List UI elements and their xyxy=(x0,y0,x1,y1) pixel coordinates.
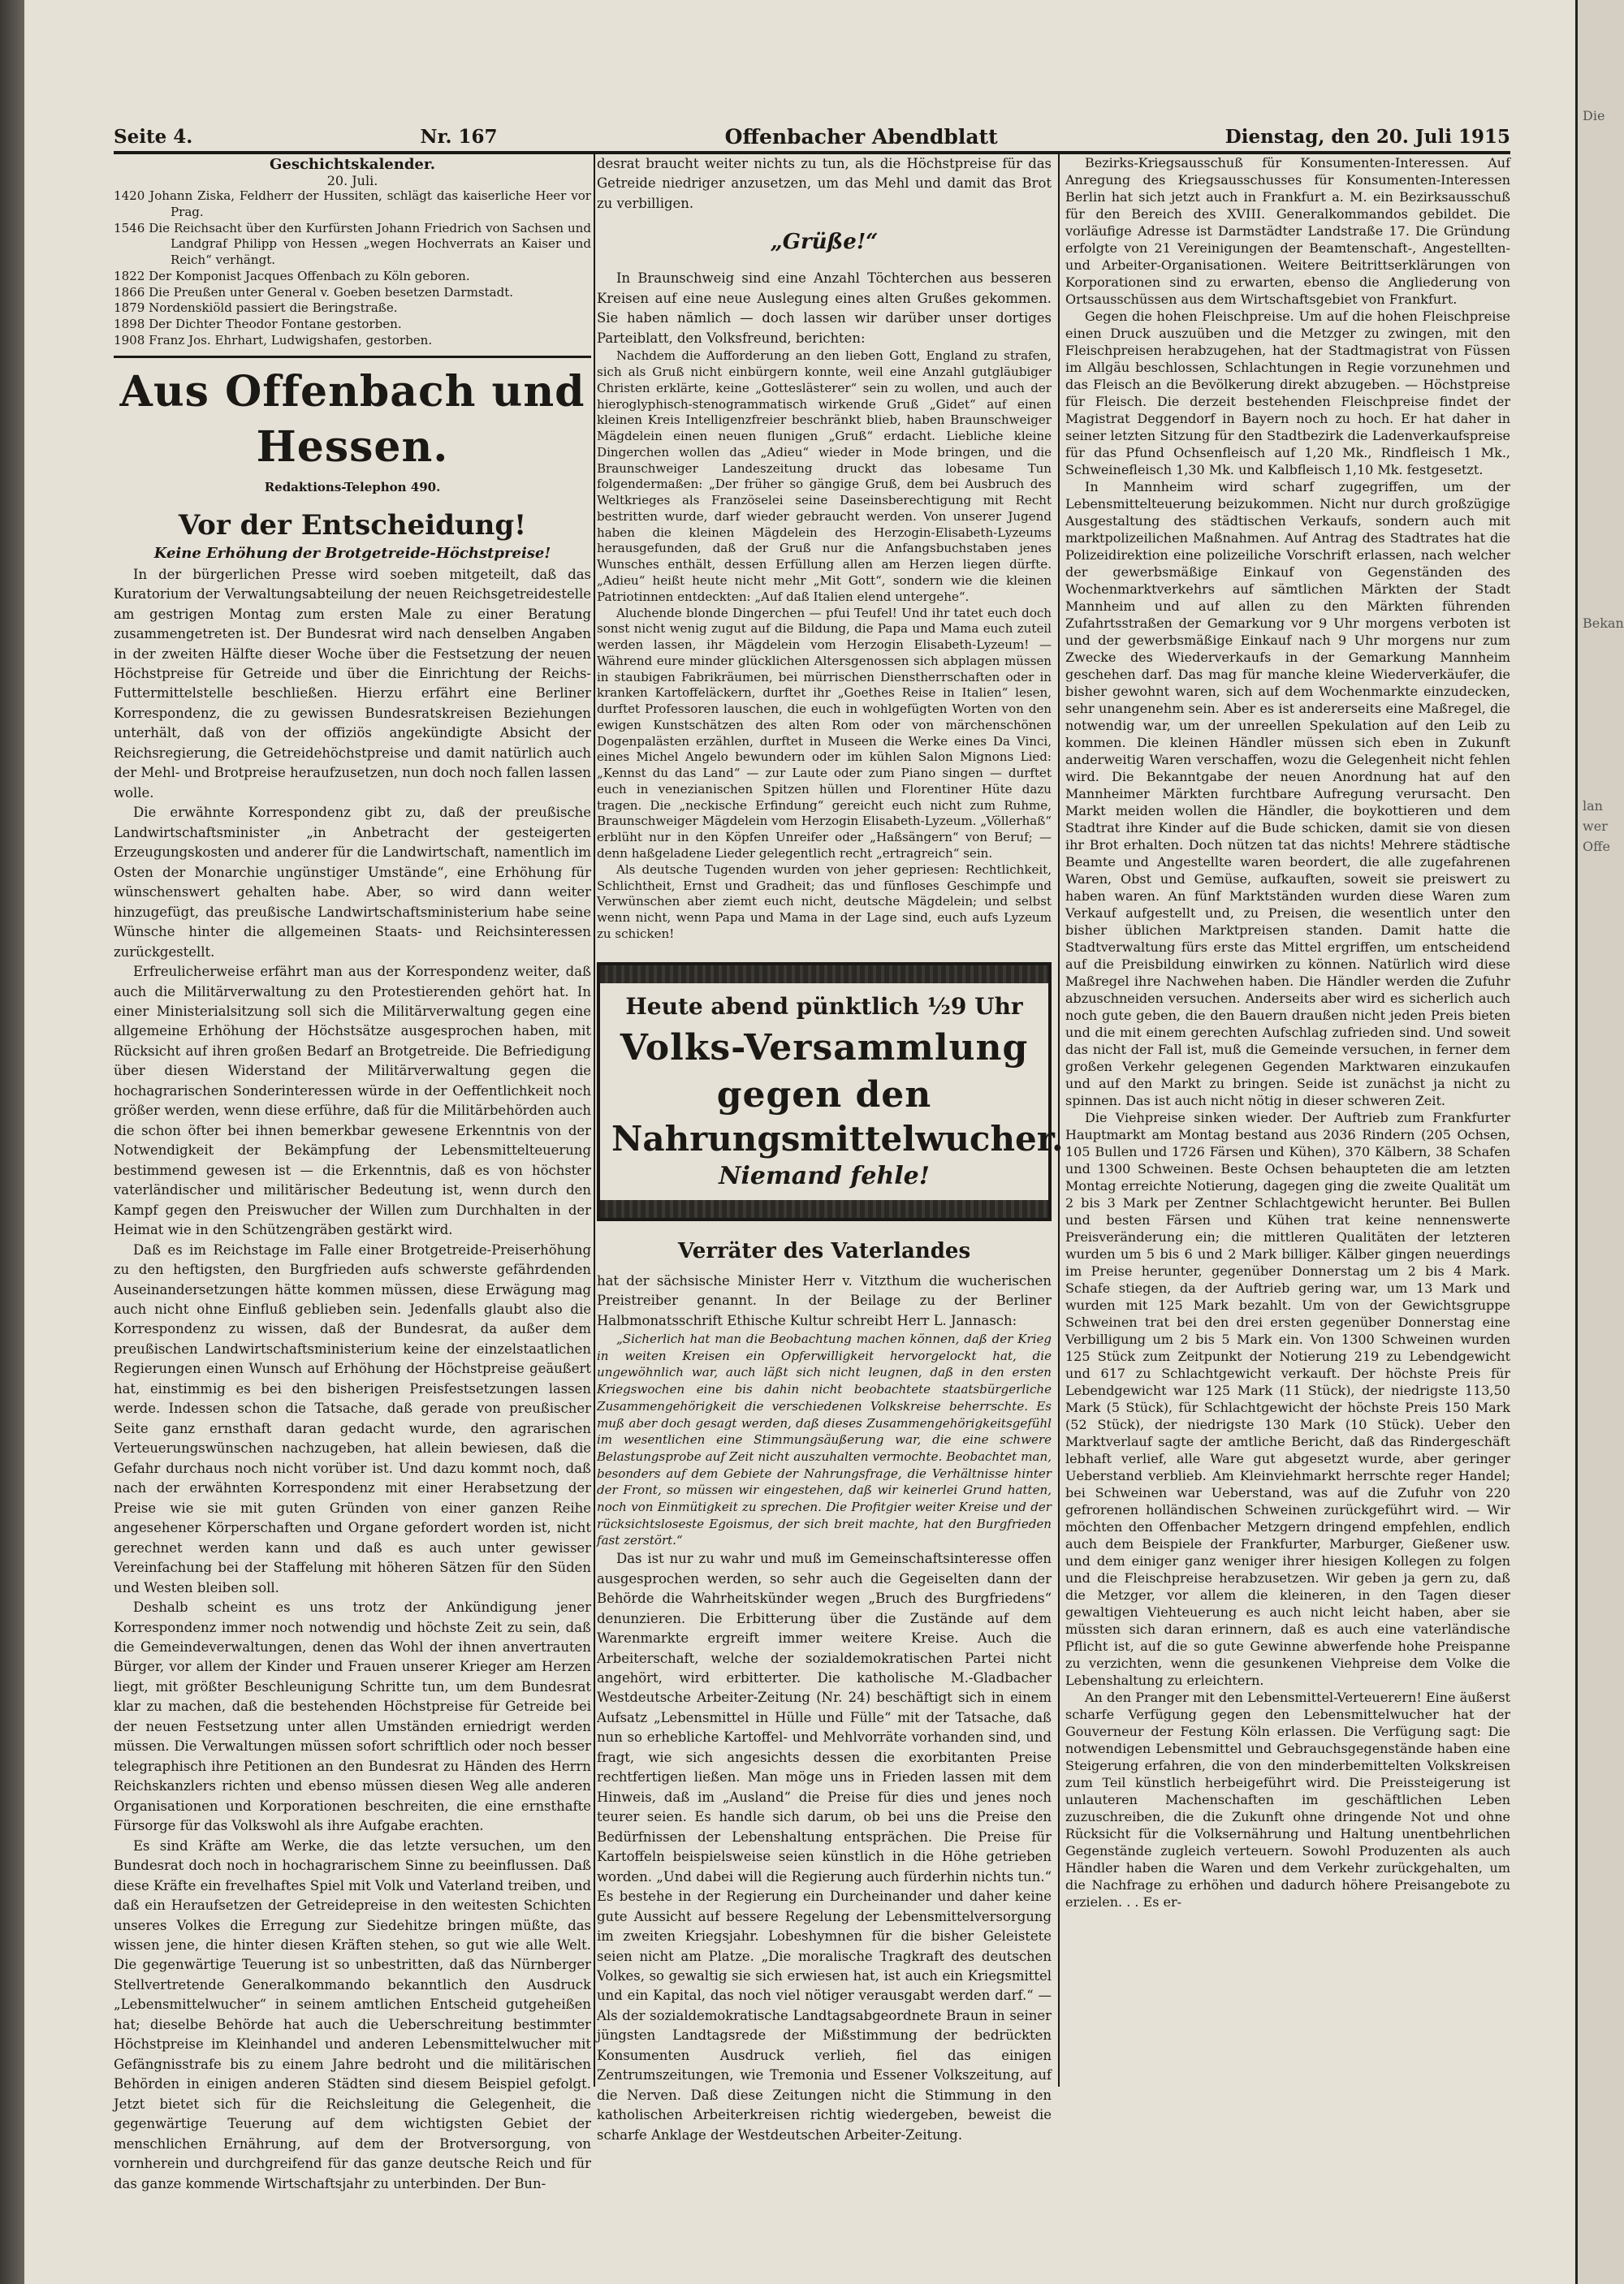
calendar-entry: 1879 Nordenskiöld passiert die Beringstraße. xyxy=(114,300,398,316)
column-2 xyxy=(597,154,1064,2145)
ad-bar xyxy=(600,965,1048,983)
article-title: Vor der Entscheidung! xyxy=(178,508,527,542)
article-paragraph: Das ist nur zu wahr und muß im Gemeinschaftsinteresse offen ausgesprochen werden, so sehr auch die Gegeiselten dann der Behörde die Wahrheitskünder wegen „Bruch des Burgfriedens“ denunzieren. Die Erbitterung über die Zustände auf dem Warenmarkte ergreift immer weitere Kreise. Auch die Arbeiterschaft, welche der sozialdemokratischen Partei nicht angehört, wird erbitterter. Die katholische M.-Gladbacher Westdeutsche Arbeiter-Zeitung (Nr. 24) beschäftigt sich in einem Aufsatz „Lebensmittel in Hülle und Fülle“ mit der Tatsache, daß nun so erhebliche Kartoffel- und Mehlvorräte vorhanden sind, und fragt, wie sich angesichts dessen die exorbitanten Preise rechtfertigen ließen. Man möge uns in Frieden lassen mit dem Hinweis, daß im „Ausland“ die Preise für dies und jenes noch teurer seien. Es handle sich darum, ob bei uns die Preise den Bedürfnissen der Lebenshaltung entsprächen. Die Preise für Kartoffeln beispielsweise seien künstlich in die Höhe getrieben worden. „Und dabei will die Regierung auch fürderhin nichts tun.“ Es bestehe in der Regierung ein Durcheinander und daher keine gute Aussicht auf bessere Regelung der Lebensmittelversorgung im zweiten Kriegsjahr. Lobeshymnen für die bisher Geleistete seien nicht am Platze. „Die moralische Tragkraft des deutschen Volkes, so gewaltig sie sich erwiesen hat, ist auch ein Kriegsmittel und ein Kapital, das noch viel nötiger verausgabt werden darf.“ — Als der sozialdemokratische Landtagsabgeordnete Braun in seiner jüngsten Landtagsrede der Mißstimmung der bedrückten Konsumenten Ausdruck verlieh, fiel das einigen Zentrumszeitungen, wie Tremonia und Essener Volkszeitung, auf die Nerven. Daß diese Zeitungen nicht die Stimmung in den katholischen Arbeiterkreisen richtig wiedergeben, beweist die scharfe Anklage der Westdeutschen Arbeiter-Zeitung. xyxy=(597,1551,1052,2143)
calendar-entry: 1908 Franz Jos. Ehrhart, Ludwigshafen, gestorben. xyxy=(114,332,433,348)
calendar-date: 20. Juli. xyxy=(326,173,378,188)
article-continuation: desrat braucht weiter nichts zu tun, als die Höchstpreise für das Getreide niedriger anzusetzen, um das Mehl und damit das Brot zu verbilligen. xyxy=(597,156,1052,211)
section-telephone: Redaktions-Telephon 490. xyxy=(264,479,441,494)
article-title: Verräter des Vaterlandes xyxy=(677,1238,971,1263)
article-paragraph: In Braunschweig sind eine Anzahl Töchterchen aus besseren Kreisen auf eine neue Auslegung eines alten Grußes gekommen. Sie haben nämlich — doch lassen wir darüber unser dortiges Parteiblatt, den Volksfreund, berichten: xyxy=(597,270,1052,346)
article-paragraph: Bezirks-Kriegsausschuß für Konsumenten-Interessen. Auf Anregung des Kriegsausschusses für Konsumenten-Interessen Berlin hat sich jetzt auch in Frankfurt a. M. ein Bezirksausschuß für den Bereich des XVIII. Generalkommandos gebildet. Die vorläufige Adresse ist Darmstädter Landstraße 17. Die Gründung erfolgte von 21 Vereinigungen der Beamtenschaft-, Angestellten- und Arbeiter-Organisationen. Weitere Beitrittserklärungen von Korporationen sind zu erwarten, ebenso die Angliederung von Ortsausschüssen aus dem Wirtschaftsgebiet von Frankfurt. xyxy=(1065,155,1510,307)
column-separator xyxy=(594,154,595,2087)
calendar-entry: 1898 Der Dichter Theodor Fontane gestorben. xyxy=(114,317,402,332)
article-paragraph: Gegen die hohen Fleischpreise. Um auf die hohen Fleischpreise einen Druck auszuüben und die Metzger zu zwingen, mit den Fleischpreisen herabzugehen, hat der Stadtmagistrat von Füssen im Allgäu beschlossen, Schlachtungen in Regie vorzunehmen und das Fleisch an die Bevölkerung direkt abzugeben. — Höchstpreise für Fleisch. Die derzeit bestehenden Fleischpreise findet der Magistrat Deggendorf in Bayern noch zu hoch. Er hat daher in seiner letzten Sitzung für den Stadtbezirk die Ladenverkaufspreise für das Pfund Ochsenfleisch auf 1,20 Mk., Rindfleisch 1 Mk., Schweinefleisch 1,30 Mk. und Kalbfleisch 1,10 Mk. festgesetzt. xyxy=(1065,309,1510,477)
article-intro: hat der sächsische Minister Herr v. Vitzthum die wucherischen Preistreiber genannt. In der Beilage zu der Berliner Halbmonatsschrift Ethische Kultur schreibt Herr L. Jannasch: xyxy=(597,1272,1052,1328)
header-date: Dienstag, den 20. Juli 1915 xyxy=(1224,125,1510,148)
article-paragraph: Nachdem die Aufforderung an den lieben Gott, England zu strafen, sich als Gruß nicht einbürgern konnte, weil eine Anzahl gutgläubiger Christen erklärte, keine „Gotteslästerer“ sein zu wollen, und auch der hieroglyphisch-stenogrammatisch wirkende Gruß „Gidet“ auf einen kleinen Kreis Intelligenzfreier beschränkt blieb, haben Braunschweiger Mägdelein einen neuen flunigen „Gruß“ erdacht. Liebliche kleine Dingerchen wollen das „Adieu“ wieder in Mode bringen, und die Braunschweiger Landeszeitung druckt das lobesame Tun folgendermaßen: „Der früher so gängige Gruß, dem bei Ausbruch des Weltkrieges als Französelei seine Daseinsberechtigung mit Recht bestritten wurde, darf wieder gebraucht werden. Von unserer Jugend haben die kleinen Mägdelein des Herzogin-Elisabeth-Lyzeums herausgefunden, daß der Gruß nur die Anfangsbuchstaben jenes Wunsches enthält, dessen Erfüllung allen am Herzen liegen dürfte. „Adieu“ heißt heute nicht mehr „Mit Gott“, sondern wie die kleinen Patriotinnen entdeckten: „Auf daß Italien elend untergehe“. xyxy=(597,348,1052,604)
quote-text: „Sicherlich hat man die Beobachtung machen können, daß der Krieg in weiten Kreisen ein Opferwilligkeit hervorgelockt hat, die ungewöhnlich war, auch läßt sich nicht leugnen, daß in den ersten Kriegswochen eine bis dahin nicht beobachtete staatsbürgerliche Zusammengehörigkeit die verschiedenen Volkskreise beherrschte. Es muß aber doch gesagt werden, daß dieses Zusammengehörigkeitsgefühl im wesentlichen eine Stimmungsäußerung war, die eine schwere Belastungsprobe auf Zeit nicht auszuhalten vermochte. Beobachtet man, besonders auf dem Gebiete der Nahrungsfrage, die Verhältnisse hinter der Front, so müssen wir eingestehen, daß wir keinerlei Grund hatten, noch von Einmütigkeit zu sprechen. Die Profitgier weiter Kreise und der rücksichtsloseste Egoismus, der sich breit machte, hat den Burgfrieden fast zerstört.“ xyxy=(597,1332,1052,1548)
article-paragraph: Deshalb scheint es uns trotz der Ankündigung jener Korrespondenz immer noch notwendig und höchste Zeit zu sein, daß die Gemeindeverwaltungen, denen das Wohl der ihnen anvertrauten Bürger, vor allem der Kinder und Frauen unserer Krieger am Herzen liegt, mit größter Beschleunigung Schritte tun, um dem Bundesrat klar zu machen, daß die bestehenden Höchstpreise für Getreide bei der neuen Festsetzung unter allen Umständen erniedrigt werden müssen. Die Verwaltungen müssen sofort schriftlich oder noch besser telegraphisch ihre Petitionen an den Bundesrat zu Händen des Herrn Reichskanzlers richten und ebenso müssen diesen Weg alle anderen Organisationen und Korporationen beschreiten, die eine ernsthafte Fürsorge für das Volkswohl als ihre Aufgabe erachten. xyxy=(114,1600,591,1834)
article-quote xyxy=(597,1331,1052,1549)
header-paper: Offenbacher Abendblatt xyxy=(724,124,998,149)
article-paragraph: Die erwähnte Korrespondenz gibt zu, daß der preußische Landwirtschaftsminister „in Anbetracht der gesteigerten Erzeugungskosten und anderer für die Landwirtschaft, namentlich im Osten der Monarchie ungünstiger Umstände“, eine Erhöhung für wünschenswert gehalten habe. Aber, so wird dann weiter hinzugefügt, das preußische Landwirtschaftsministerium habe seine Wünsche hinter die allgemeinen Staats- und Reichsinteressen zurückgestellt. xyxy=(114,805,591,960)
ad-headline: Volks-Versammlung gegen den xyxy=(620,1026,1029,1116)
section-title: Aus Offenbach und Hessen. xyxy=(119,366,585,472)
divider xyxy=(114,356,591,358)
header-number: Nr. 167 xyxy=(420,125,498,148)
adjacent-page-edge xyxy=(1575,0,1624,2284)
edge-text: Bekan xyxy=(1583,615,1624,631)
ad-slogan: Niemand fehle! xyxy=(719,1161,930,1190)
article-paragraph: Die Viehpreise sinken wieder. Der Auftrieb zum Frankfurter Hauptmarkt am Montag bestand aus 2036 Rindern (205 Ochsen, 105 Bullen und 1726 Färsen und Kühen), 370 Kälbern, 38 Schafen und 1300 Schweinen. Beste Ochsen behaupteten die am letzten Montag erreichte Notierung, dagegen ging die zweite Qualität um 2 bis 3 Mark per Zentner Schlachtgewicht herunter. Bei Bullen und besten Färsen und Kühen trat keine nennenswerte Preisveränderung ein; die mittleren Qualitäten der letzteren wurden um 5 bis 6 und 2 Mark billiger. Kälber gingen neuerdings im Preise herunter, gegenüber Donnerstag um 2 bis 4 Mark. Schafe stiegen, da der Auftrieb gering war, um 13 Mark und wurden mit 125 Mark bezahlt. Um von der Gewichtsgruppe Schweinen trat bei den drei ersten gegenüber Donnerstag eine Verbilligung um 2 bis 5 Mark ein. Von 1300 Schweinen wurden 125 Stück zum Zeitpunkt der Notierung 219 zu Lebendgewicht und 617 zu Schlachtgewicht verkauft. Der höchste Preis für Lebendgewicht war 125 Mark (11 Stück), der niedrigste 113,50 Mark (5 Stück), für Schlachtgewicht der höchste Preis 150 Mark (52 Stück), der niedrigste 130 Mark (10 Stück). Ueber den Marktverlauf sagte der amtliche Bericht, daß das Rindergeschäft lebhaft verlief, alle Ware gut abgesetzt wurde, aber geringer Ueberstand verblieb. Am Kleinviehmarkt herrschte reger Handel; bei Schweinen war Ueberstand, was auf die Zufuhr von 220 gefrorenen holländischen Schweinen zurückgeführt wird. — Wir möchten den Offenbacher Metzgern dringend empfehlen, endlich auch dem Beispiele der Frankfurter, Marburger, Gießener usw. und dem einiger ganz weniger ihrer hiesigen Kollegen zu folgen und die Fleischpreise herabzusetzen. Wir geben ja gern zu, daß die Metzger, vor allem die kleineren, in den Tagen dieser gewaltigen Viehteuerung es auch nicht leicht haben, aber sie müssten sich daran erinnern, daß es auch eine vaterländische Pflicht ist, auf die so gute Gewinne abwerfende hohe Preispanne zu verzichten, wenn die gesunkenen Viehpreise dem Volke die Lebenshaltung zu erleichtern. xyxy=(1065,1110,1510,1688)
header-page: Seite 4. xyxy=(114,125,193,148)
article-paragraph: Als deutsche Tugenden wurden von jeher gepriesen: Rechtlichkeit, Schlichtheit, Ernst und Gradheit; das und fünfloses Geschimpfe und Verwünschen aber ziemt euch nicht, deutsche Mägdelein; und selbst wenn nicht, wenn Papa und Mama in der Lage sind, euch aufs Lyzeum zu schicken! xyxy=(597,861,1052,941)
column-1 xyxy=(114,154,591,2194)
article-paragraph: Daß es im Reichstage im Falle einer Brotgetreide-Preiserhöhung zu den heftigsten, den Burgfrieden aufs schwerste gefährdenden Auseinandersetzungen hätte kommen müssen, diese Erwägung mag auch nicht ohne Einfluß geblieben sein. Jedenfalls glaubt also die Korrespondenz zu wissen, daß der Bundesrat, da außer dem preußischen Landwirtschaftsministerium keine der einzelstaatlichen Regierungen einen Wunsch auf Erhöhung der Höchstpreise geäußert hat, einstimmig es bei den bisherigen Preisfestsetzungen lassen werde. Indessen schon die Tatsache, daß gerade von preußischer Seite ganz ernsthaft daran gedacht wurde, den agrarischen Verteuerungswünschen nachzugeben, hat allein bewiesen, daß die Gefahr durchaus noch nicht vorüber ist. Und dazu kommt noch, daß nach der erwähnten Korrespondenz mit einer Herabsetzung der Preise wie sie mit guten Gründen von einer ganzen Reihe angesehener Körperschaften und Organe gefordert worden ist, nicht gerechnet werden kann und daß es auch unter gewisser Vereinfachung bei der Staffelung mit höheren Sätzen für den Süden und Westen bleiben soll. xyxy=(114,1241,591,1595)
ad-topic: Nahrungsmittelwucher. xyxy=(611,1118,1064,1159)
calendar-title: Geschichtskalender. xyxy=(270,156,435,173)
book-binding xyxy=(0,0,24,2284)
column-3 xyxy=(1065,154,1510,1911)
ad-row xyxy=(600,1118,1064,1159)
article-paragraph: In Mannheim wird scharf zugegriffen, um der Lebensmittelteuerung beizukommen. Nicht nur durch großzügige Ausgestaltung des städtischen Verkaufs, sondern auch mit marktpolizeilichen Maßnahmen. Auf Antrag des Stadtrates hat die Polizeidirektion eine polizeiliche Vorschrift erlassen, nach welcher der gewerbsmäßige Einkauf von Gegenständen des Wochenmarktverkehrs auf sämtlichen Märkten der Stadt Mannheim und auf allen zu den Märkten führenden Zufahrtsstraßen der Gemarkung vor 9 Uhr morgens verboten ist und der gewerbsmäßige Einkauf nach 9 Uhr morgens nur zum Zwecke des Wiederverkaufs in der Gemarkung Mannheim geschehen darf. Das mag für manche kleine Wiederverkäufer, die bisher gewohnt waren, sich auf dem Wochenmarkte einzudecken, sehr unangenehm sein. Aber es ist andererseits eine Maßregel, die notwendig war, um der unreellen Spekulation auf den Leib zu kommen. Die kleinen Händler müssen sich eben in Zukunft anderweitig Waren verschaffen, wozu die Gelegenheit nicht fehlen wird. Die Bekanntgabe der neuen Anordnung hat auf den Mannheimer Märkten furchtbare Aufregung verursacht. Den Markt meiden wollen die Händler, die boykottieren und dem Stadtrat ihre Kinder auf die Bude schicken, damit sie von diesen ihr Brot erhalten. Doch nützen tat das nichts! Mehrere städtische Beamte und Angestellte waren beordert, die alle zugefahrenen Waren, Obst und Gemüse, aufkauften, soweit sie preiswert zu haben waren. An fünf Marktständen wurden diese Waren zum Verkauf aufgestellt und, zu Preisen, die wesentlich unter den bisher üblichen Marktpreisen standen. Damit hatte die Stadtverwaltung fürs erste das Mittel ergriffen, um entscheidend auf die Preisbildung einwirken zu können. Natürlich wird diese Maßregel ihre Nachwehen haben. Die Händler werden die Zufuhr abzuschneiden versuchen. Anderseits aber wird es sicherlich auch noch gute geben, die den Bauern draußen nicht jeden Preis bieten und die mit einem gerechten Aufschlag zufrieden sind. Und soweit das nicht der Fall ist, muß die Gemeinde versuchen, in ferner dem großen Verkehr gelegenen Gegenden Marktwaren einzukaufen und auf den Markt zu bringen. Seide ist zunächst ja nicht zu spinnen. Das ist auch nicht nötig in dieser schweren Zeit. xyxy=(1065,479,1510,1108)
edge-text: wer xyxy=(1583,818,1608,834)
calendar-entry: 1866 Die Preußen unter General v. Goeben besetzen Darmstadt. xyxy=(114,284,514,300)
article-title: „Grüße!“ xyxy=(770,230,879,255)
article-paragraph: In der bürgerlichen Presse wird soeben mitgeteilt, daß das Kuratorium der Verwaltungsabteilung der neuen Reichsgetreidestelle am gestrigen Montag zum ersten Male zu einer Beratung zusammengetreten ist. Der Bundesrat wird nach denselben Angaben in der zweiten Hälfte dieser Woche über die Festsetzung der neuen Höchstpreise für Getreide und über die Einrichtung der Reichs-Futtermittelstelle beschließen. Hierzu erfährt eine Berliner Korrespondenz, die zu gewissen Bundesratskreisen Beziehungen unterhält, daß von der offiziös angekündigte Absicht der Reichsregierung, die Getreidehöchstpreise und damit natürlich auch der Mehl- und Brotpreise heraufzusetzen, nun doch noch fallen lassen wolle. xyxy=(114,566,591,801)
calendar-entry: 1822 Der Komponist Jacques Offenbach zu Köln geboren. xyxy=(114,268,470,283)
page-header xyxy=(114,122,1510,151)
calendar-entry: 1546 Die Reichsacht über den Kurfürsten Johann Friedrich von Sachsen und Landgraf Philipp von Hessen „wegen Hochverrats an Kaiser und Reich“ verhängt. xyxy=(114,220,591,268)
article-subtitle: Keine Erhöhung der Brotgetreide-Höchstpreise! xyxy=(153,544,551,562)
article-paragraph: Aluchende blonde Dingerchen — pfui Teufel! Und ihr tatet euch doch sonst nicht wenig zugut auf die Bildung, die Papa und Mama euch zuteil werden lassen, ihr Mägdelein vom Herzogin Elisabeth-Lyzeum! — Während eure minder glücklichen Altersgenossen sich abplagen müssen in staubigen Fabrikräumen, bei mürrischen Dienstherrschaften oder in kranken Kartoffeläckern, durftet ihr „Goethes Reise in Italien“ lesen, durftet Professoren lauschen, die euch in wohlgefügten Worten von den ewigen Kunstschätzen des alten Rom oder von märchenschönen Dogenpalästen erzählen, durftet in Museen die Werke eines Da Vinci, eines Michel Angelo bewundern oder im kühlen Salon Mignons Lied: „Kennst du das Land“ — zur Laute oder zum Piano singen — durftet euch in venezianischen Spitzen hüllen und Florentiner Hüte dazu tragen. Die „neckische Erfindung“ gereicht euch nicht zum Ruhme, Braunschweiger Mägdelein vom Herzogin Elisabeth-Lyzeum. „Völlerhaß“ erblüht nur in den Köpfen Unreifer oder „Haßsängern“ von Beruf; — denn haßgeladene Lieder gelegentlich recht „ertragreich“ sein. xyxy=(597,605,1052,861)
calendar-entry: 1420 Johann Ziska, Feldherr der Hussiten, schlägt das kaiserliche Heer vor Prag. xyxy=(114,188,591,219)
article-paragraph: Es sind Kräfte am Werke, die das letzte versuchen, um den Bundesrat doch noch in hochagrarischem Sinne zu beeinflussen. Daß diese Kräfte ein frevelhaftes Spiel mit Volk und Vaterland treiben, und daß ein Heraufsetzen der Getreidepreise in den weitesten Schichten unseres Volkes die Erregung zur Siedehitze bringen müßte, das wissen jene, die hinter diesen Kräften stehen, so gut wie alle Welt. Die gegenwärtige Teuerung ist so unbestritten, daß das Nürnberger Stellvertretende Generalkommando bekanntlich den Ausdruck „Lebensmittelwucher“ in seinem amtlichen Entscheid gutgeheißen hat; dieselbe Behörde hat auch die Ueberschreitung bestimmter Höchstpreise im Kleinhandel und anderen Lebensmittelwucher mit Gefängnisstrafe bis zu einem Jahre bedroht und die militärischen Behörden in einigen anderen Städten sind diesem Beispiel gefolgt. Jetzt bietet sich für die Reichsleitung die Gelegenheit, die gegenwärtige Teuerung auf dem wichtigsten Gebiet der menschlichen Ernährung, auf dem der Brotversorgung, von vornherein und durchgreifend für das ganze deutsche Reich und für das ganze kommende Wirtschaftsjahr zu unterbinden. Der Bun- xyxy=(114,1837,591,2191)
edge-text: Offe xyxy=(1583,839,1610,854)
meeting-advertisement xyxy=(597,962,1064,1221)
ad-time: Heute abend pünktlich ½9 Uhr xyxy=(625,992,1023,1020)
edge-text: lan xyxy=(1583,798,1603,814)
article-paragraph: Erfreulicherweise erfährt man aus der Korrespondenz weiter, daß auch die Militärverwaltung zu den Protestierenden gehört hat. In einer Ministerialsitzung soll sich die Militärverwaltung gegen eine allgemeine Erhöhung der Höchstsätze ausgesprochen haben, mit Rücksicht auf ihren großen Bedarf an Brotgetreide. Die Befriedigung über diesen Widerstand der Militärverwaltung gegen die hochagrarischen Sonderinteressen würde in der Oeffentlichkeit noch größer werden, wenn diese erführe, daß für die Militärbehörden auch die schon öfter bei ihnen bemerkbar gewesene Erkenntnis von der Notwendigkeit der Bekämpfung der Lebensmittelteuerung bestimmend gewesen ist — die Erkenntnis, daß es von höchster vaterländischer und militärischer Bedeutung ist, wenn durch den Kampf gegen den Preiswucher der Willen zum Durchhalten in der Heimat wie in den Schützengräben gestärkt wird. xyxy=(114,964,591,1238)
ad-bar xyxy=(600,1200,1048,1218)
edge-text: Die xyxy=(1583,108,1605,123)
article-paragraph: An den Pranger mit den Lebensmittel-Verteuerern! Eine äußerst scharfe Verfügung gegen den Lebensmittelwucher hat der Gouverneur der Festung Köln erlassen. Die Verfügung sagt: Die notwendigen Lebensmittel und Gebrauchsgegenstände haben eine Steigerung erfahren, die von den minderbemittelten Volkskreisen zum Teil künstlich herbeigeführt wird. Die Preissteigerung ist unlauteren Machenschaften im geschäftlichen Leben zuzuschreiben, die die Zukunft ohne dringende Not und ohne Rücksicht für die Volksernährung und Haltung unentbehrlichen Gegenstände zugleich verteuern. Sowohl Produzenten als auch Händler haben die Waren und dem Verkehr zurückgehalten, um die Nachfrage zu erhöhen und dadurch höhere Preisangebote zu erzielen. . . Es er- xyxy=(1065,1690,1510,1910)
history-calendar xyxy=(114,156,591,349)
